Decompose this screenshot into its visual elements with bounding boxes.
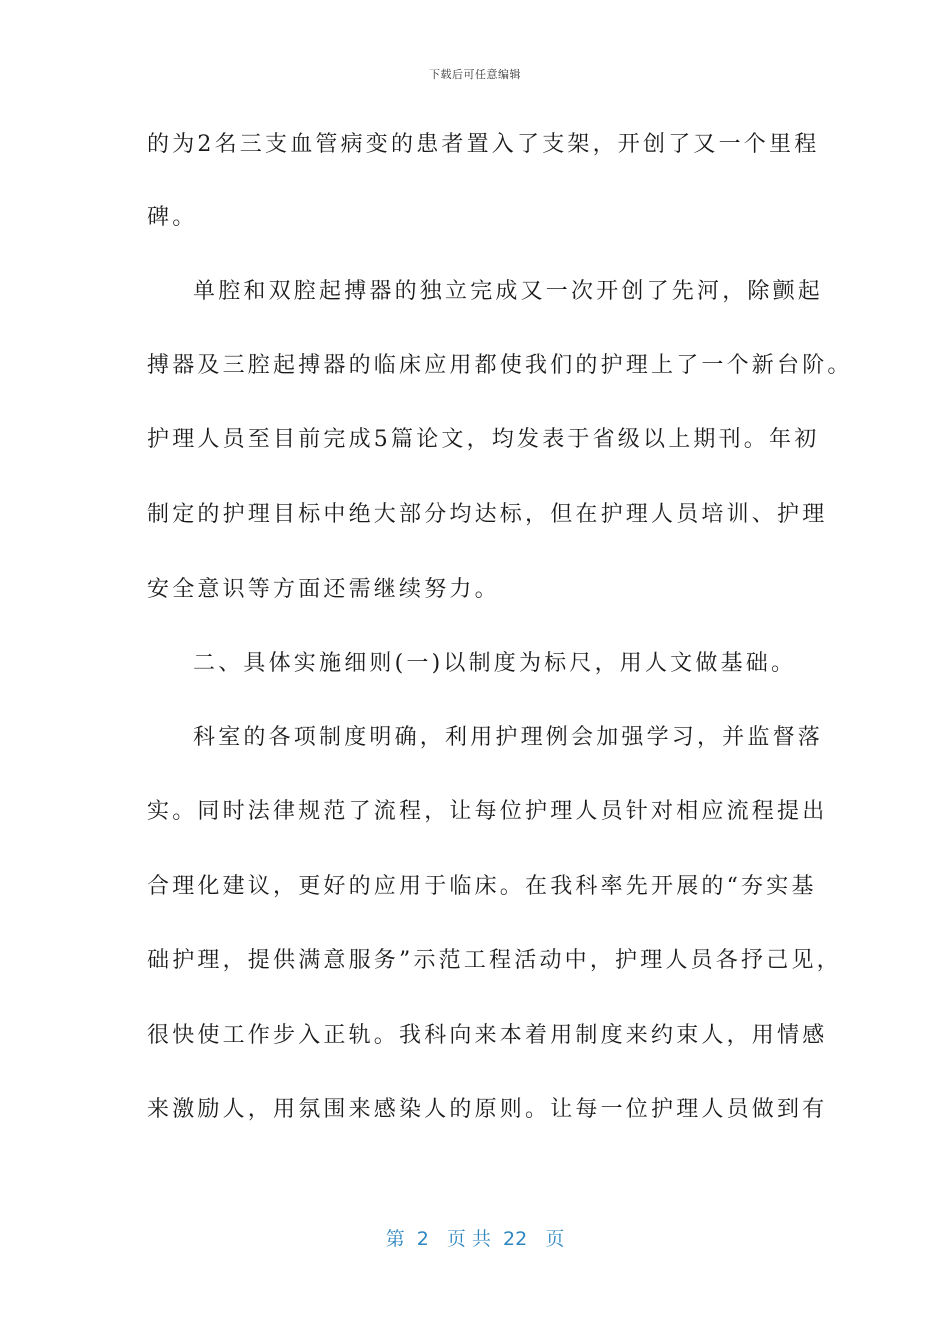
text-line: 实。同时法律规范了流程，让每位护理人员针对相应流程提出 (147, 799, 828, 824)
text-line: 础护理，提供满意服务”示范工程活动中，护理人员各抒己见， (147, 948, 842, 973)
text-line: 护理人员至目前完成5篇论文，均发表于省级以上期刊。年初 (147, 427, 820, 452)
text-line: 来激励人，用氛围来感染人的原则。让每一位护理人员做到有 (147, 1097, 828, 1122)
text-line: 搏器及三腔起搏器的临床应用都使我们的护理上了一个新台阶。 (147, 353, 853, 378)
text-line: 碑。 (147, 205, 198, 230)
text-line: 的为2名三支血管病变的患者置入了支架，开创了又一个里程 (147, 132, 820, 157)
text-line: 很快使工作步入正轨。我科向来本着用制度来约束人，用情感 (147, 1023, 828, 1048)
paragraph-first-line: 科室的各项制度明确，利用护理例会加强学习，并监督落 (193, 725, 824, 750)
text-line: 合理化建议，更好的应用于临床。在我科率先开展的“夯实基 (147, 874, 817, 899)
text-line: 安全意识等方面还需继续努力。 (147, 577, 500, 602)
section-heading: 二、具体实施细则(一)以制度为标尺，用人文做基础。 (193, 651, 797, 676)
page-number-footer: 第 2 页 共 22 页 (385, 1228, 565, 1250)
page-header-note: 下载后可任意编辑 (429, 68, 521, 81)
paragraph-first-line: 单腔和双腔起搏器的独立完成又一次开创了先河，除颤起 (193, 279, 824, 304)
text-line: 制定的护理目标中绝大部分均达标，但在护理人员培训、护理 (147, 502, 828, 527)
